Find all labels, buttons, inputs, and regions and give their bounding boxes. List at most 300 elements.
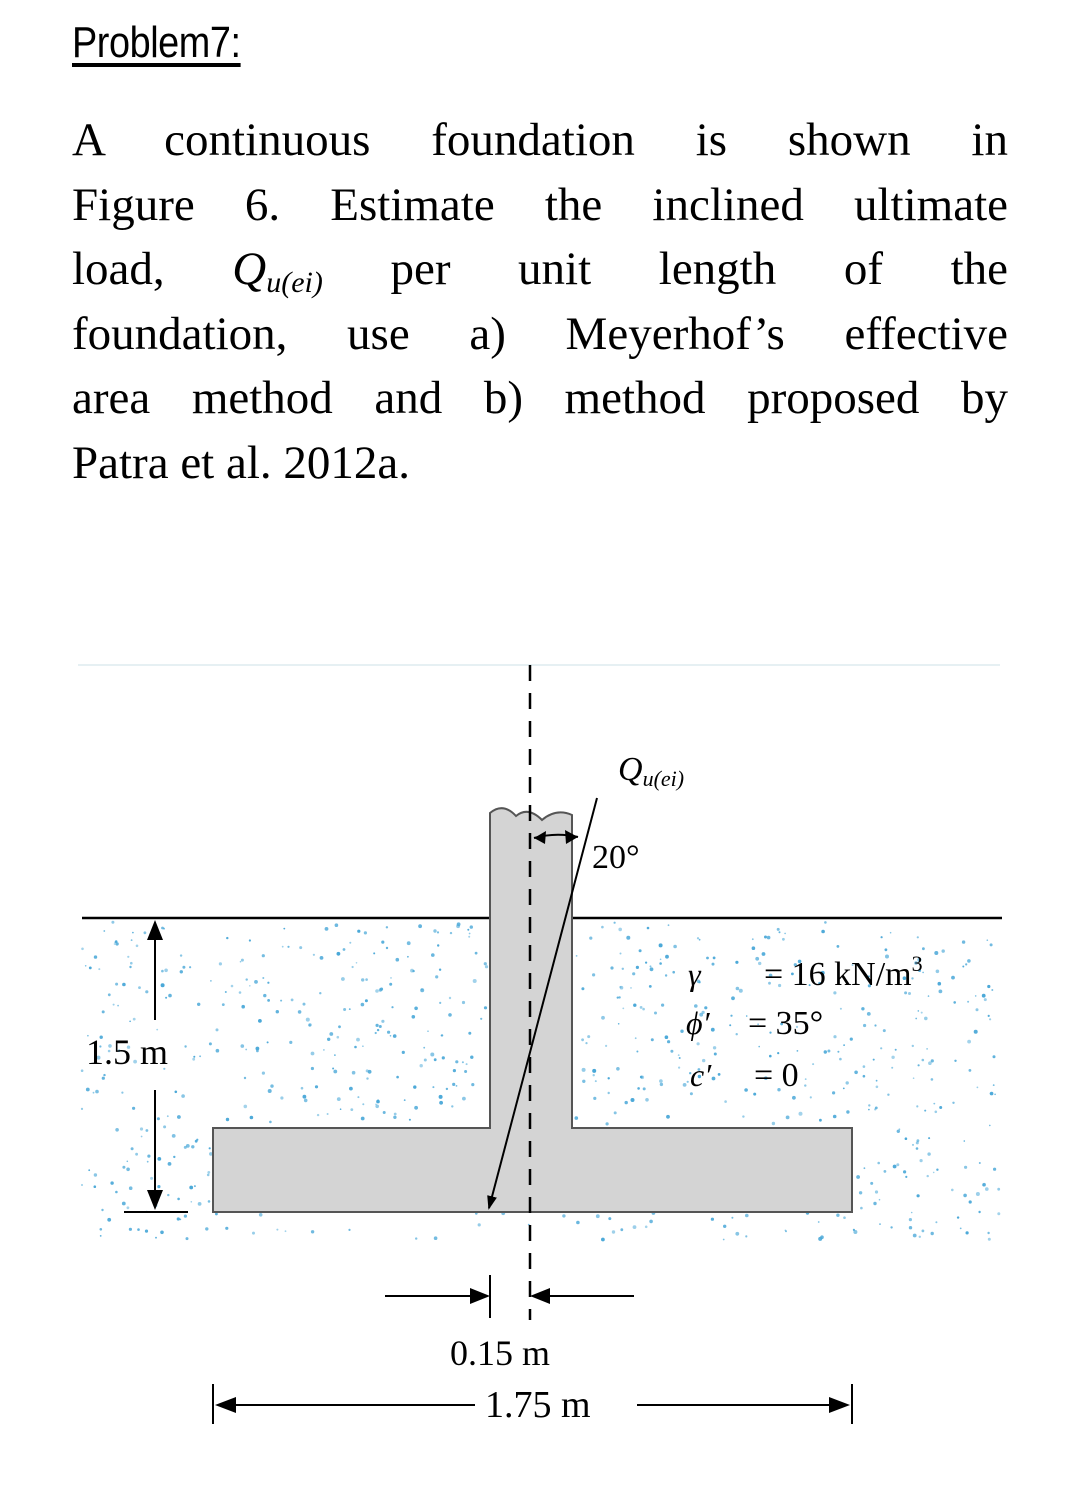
soil-dot: [934, 951, 938, 955]
soil-dot: [129, 966, 131, 968]
soil-dot: [786, 1116, 790, 1120]
soil-dot: [731, 1217, 733, 1219]
soil-dot: [249, 985, 251, 987]
soil-dot: [215, 1213, 218, 1216]
soil-dot: [714, 1053, 717, 1056]
soil-dot: [665, 974, 667, 976]
soil-dot: [863, 1024, 866, 1027]
soil-dot: [576, 955, 578, 957]
soil-dot: [997, 1188, 1000, 1191]
soil-dot: [618, 928, 622, 932]
soil-dot: [435, 975, 438, 978]
soil-dot: [263, 994, 266, 997]
soil-dot: [357, 930, 360, 933]
soil-dot: [843, 1088, 845, 1090]
soil-dot: [466, 1063, 468, 1065]
soil-dot: [670, 1050, 673, 1053]
soil-dot: [636, 1051, 638, 1053]
soil-dot: [283, 928, 285, 930]
soil-dot: [423, 1047, 425, 1049]
soil-dot: [922, 1059, 925, 1062]
soil-dot: [667, 1040, 670, 1043]
soil-dot: [965, 963, 967, 965]
soil-dot: [177, 1198, 180, 1201]
load-symbol: $Q_{u(ei)}$: [232, 243, 323, 299]
soil-dot: [853, 1230, 857, 1234]
soil-dot: [782, 938, 785, 941]
gamma-symbol: γ: [688, 956, 701, 992]
soil-dot: [313, 954, 315, 956]
soil-dot: [453, 1069, 456, 1072]
soil-dot: [642, 1008, 645, 1011]
soil-dot: [729, 1024, 731, 1026]
soil-dot: [189, 966, 191, 968]
soil-dot: [984, 998, 987, 1001]
soil-dot: [387, 1031, 390, 1034]
soil-dot: [640, 1006, 643, 1009]
soil-dot: [226, 937, 228, 939]
soil-dot: [181, 1094, 185, 1098]
soil-dot: [94, 1173, 97, 1176]
soil-dot: [942, 949, 945, 952]
soil-dot: [111, 921, 114, 924]
soil-dot: [730, 1015, 732, 1017]
soil-dot: [723, 1225, 726, 1228]
soil-dot: [890, 932, 892, 934]
soil-dot: [919, 1236, 921, 1238]
soil-dot: [157, 1157, 161, 1161]
soil-dot: [467, 929, 469, 931]
soil-dot: [167, 1115, 169, 1117]
soil-dot: [365, 978, 368, 981]
soil-dot: [868, 1109, 870, 1111]
soil-dot: [922, 1230, 925, 1233]
soil-dot: [180, 954, 182, 956]
soil-dot: [779, 931, 781, 933]
soil-dot: [913, 1234, 917, 1238]
soil-dot: [127, 1161, 129, 1163]
soil-dot: [916, 1147, 919, 1150]
soil-dot: [860, 1207, 863, 1210]
soil-dot: [396, 958, 400, 962]
soil-dot: [885, 948, 888, 951]
soil-dot: [928, 995, 930, 997]
soil-dot: [115, 1191, 118, 1194]
soil-dot: [164, 969, 168, 973]
soil-dot: [635, 1037, 637, 1039]
soil-dot: [464, 1070, 467, 1073]
soil-dot: [915, 1018, 917, 1020]
soil-dot: [132, 932, 134, 934]
soil-dot: [194, 1185, 196, 1187]
problem-statement: [72, 108, 1008, 495]
soil-dot: [252, 1232, 255, 1235]
soil-dot: [364, 931, 367, 934]
soil-dot: [622, 968, 624, 970]
soil-dot: [115, 1128, 119, 1132]
soil-dot: [404, 1099, 406, 1101]
soil-dot: [199, 1055, 201, 1057]
soil-dot: [189, 1186, 193, 1190]
soil-dot: [713, 1046, 716, 1049]
soil-dot: [668, 924, 670, 926]
soil-dot: [262, 1072, 265, 1075]
soil-dot: [110, 1181, 113, 1184]
soil-dot: [276, 1010, 279, 1013]
soil-dot: [896, 1163, 899, 1166]
statement-line-1: A continuous foundation is shown in: [72, 114, 1008, 166]
soil-dot: [239, 991, 242, 994]
soil-dot: [209, 1042, 212, 1045]
soil-dot: [114, 943, 116, 945]
soil-dot: [926, 1048, 928, 1050]
soil-dot: [160, 1231, 164, 1235]
soil-dot: [249, 939, 251, 941]
soil-dot: [186, 1237, 189, 1240]
soil-dot: [93, 1092, 95, 1094]
soil-dot: [113, 1004, 115, 1006]
soil-dot: [917, 936, 919, 938]
soil-dot: [262, 977, 264, 979]
soil-dot: [752, 946, 756, 950]
soil-dot: [905, 1137, 908, 1140]
soil-dot: [843, 1044, 845, 1046]
soil-dot: [953, 1001, 956, 1004]
soil-dot: [581, 1038, 584, 1041]
soil-dot: [805, 1078, 807, 1080]
soil-dot: [226, 1118, 229, 1121]
soil-dot: [437, 944, 439, 946]
soil-dot: [962, 940, 965, 943]
soil-dot: [108, 993, 111, 996]
soil-dot: [205, 1227, 208, 1230]
soil-dot: [712, 1077, 716, 1081]
foundation-figure: [0, 640, 1080, 1460]
soil-dot: [150, 1177, 153, 1180]
soil-dot: [303, 1003, 306, 1006]
soil-dot: [911, 1212, 913, 1214]
soil-dot: [179, 1219, 181, 1221]
soil-dot: [291, 999, 294, 1002]
soil-dot: [337, 952, 341, 956]
soil-dot: [643, 1087, 646, 1090]
soil-dot: [129, 1021, 131, 1023]
soil-dot: [241, 1005, 245, 1009]
soil-dot: [706, 957, 709, 960]
soil-dot: [468, 1032, 471, 1035]
soil-dot: [909, 1218, 912, 1221]
soil-dot: [329, 1032, 333, 1036]
soil-dot: [373, 952, 375, 954]
soil-dot: [337, 1097, 341, 1101]
soil-dot: [601, 1238, 605, 1242]
soil-dot: [581, 987, 584, 990]
soil-dot: [390, 1035, 392, 1037]
soil-dot: [745, 1214, 749, 1218]
soil-dot: [409, 1119, 411, 1121]
soil-dot: [145, 990, 148, 993]
soil-dot: [562, 1214, 565, 1217]
soil-dot: [88, 1169, 90, 1171]
soil-dot: [977, 1087, 979, 1089]
soil-dot: [131, 1147, 134, 1150]
soil-dot: [122, 983, 126, 987]
soil-dot: [633, 1004, 636, 1007]
soil-dot: [462, 1001, 465, 1004]
soil-dot: [362, 1103, 364, 1105]
soil-dot: [859, 1191, 862, 1194]
soil-dot: [697, 937, 699, 939]
soil-dot: [244, 1077, 246, 1079]
soil-dot: [993, 1168, 996, 1171]
soil-dot: [468, 936, 470, 938]
soil-dot: [100, 1228, 103, 1231]
soil-dot: [126, 1168, 130, 1172]
soil-dot: [818, 1221, 820, 1223]
soil-dot: [332, 1068, 334, 1070]
soil-dot: [165, 997, 167, 999]
soil-dot: [173, 1156, 175, 1158]
soil-dot: [630, 987, 632, 989]
soil-dot: [193, 1056, 195, 1058]
soil-dot: [960, 1228, 962, 1230]
soil-dot: [939, 990, 943, 994]
soil-dot: [620, 953, 622, 955]
soil-dot: [712, 963, 715, 966]
soil-dot: [222, 1003, 225, 1006]
soil-dot: [672, 971, 675, 974]
soil-dot: [985, 1187, 989, 1191]
soil-dot: [903, 1170, 906, 1173]
soil-dot: [267, 982, 269, 984]
statement-line-3-prefix: load,: [72, 243, 165, 295]
angle-label: 20°: [592, 839, 640, 876]
soil-dot: [386, 947, 388, 949]
soil-dot: [130, 962, 133, 965]
soil-dot: [121, 1092, 123, 1094]
soil-dot: [133, 1018, 136, 1021]
soil-dot: [875, 1190, 878, 1193]
soil-dot: [718, 1073, 721, 1076]
soil-dot: [402, 1051, 405, 1054]
soil-dot: [210, 980, 212, 982]
soil-dot: [804, 1084, 806, 1086]
statement-line-2: Figure 6. Estimate the inclined ultimate: [72, 178, 1008, 231]
soil-dot: [420, 1064, 423, 1067]
soil-dot: [659, 1079, 663, 1083]
soil-dot: [987, 939, 989, 941]
soil-dot: [666, 1115, 670, 1119]
soil-dot: [484, 1006, 487, 1009]
soil-dot: [633, 1225, 637, 1229]
soil-dot: [601, 926, 604, 929]
soil-dot: [98, 968, 100, 970]
soil-dot: [449, 997, 451, 999]
soil-dot: [758, 962, 761, 965]
soil-dot: [197, 1003, 200, 1006]
soil-dot: [439, 1002, 441, 1004]
soil-dot: [622, 1008, 624, 1010]
soil-dot: [876, 1086, 879, 1089]
width-label: 1.75 m: [485, 1384, 591, 1426]
soil-dot: [262, 954, 265, 957]
soil-dot: [441, 1035, 443, 1037]
soil-dot: [824, 1050, 827, 1053]
soil-dot: [168, 1162, 172, 1166]
soil-dot: [913, 1077, 915, 1079]
soil-dot: [962, 966, 964, 968]
soil-dot: [424, 1059, 427, 1062]
soil-dot: [821, 930, 825, 934]
soil-dot: [396, 1076, 399, 1079]
soil-dot: [837, 945, 840, 948]
soil-dot: [982, 994, 986, 998]
soil-dot: [107, 1218, 111, 1222]
soil-dot: [818, 1237, 822, 1241]
soil-dot: [175, 1091, 178, 1094]
soil-dot: [683, 1083, 687, 1087]
soil-dot: [163, 1125, 166, 1128]
load-label: Qu(ei): [618, 751, 685, 791]
soil-dot: [349, 942, 351, 944]
soil-dot: [967, 1001, 969, 1003]
soil-dot: [480, 1018, 482, 1020]
soil-dot: [129, 1186, 133, 1190]
soil-dot: [456, 1085, 458, 1087]
soil-dot: [161, 970, 164, 973]
soil-dot: [713, 957, 716, 960]
soil-dot: [927, 1175, 929, 1177]
soil-dot: [103, 930, 105, 932]
soil-dot: [758, 1046, 760, 1048]
soil-dot: [874, 1108, 876, 1110]
soil-dot: [442, 1056, 445, 1059]
soil-dot: [605, 1045, 607, 1047]
soil-dot: [268, 1089, 272, 1093]
soil-dot: [356, 1038, 360, 1042]
soil-dot: [452, 1083, 455, 1086]
soil-dot: [936, 970, 940, 974]
soil-dot: [186, 1144, 190, 1148]
soil-dot: [739, 989, 743, 993]
soil-dot: [94, 1185, 97, 1188]
soil-dot: [250, 1116, 254, 1120]
soil-dot: [379, 1025, 382, 1028]
soil-dot: [785, 1230, 787, 1232]
soil-dot: [911, 977, 913, 979]
soil-dot: [678, 1067, 680, 1069]
soil-dot: [161, 983, 165, 987]
statement-line-4: foundation, use a) Meyerhof’s effective: [72, 307, 1008, 360]
soil-dot: [338, 1025, 341, 1028]
soil-dot: [349, 1087, 353, 1091]
soil-dot: [270, 1084, 273, 1087]
phi-value: = 35°: [748, 1005, 824, 1042]
soil-dot: [157, 1117, 160, 1120]
soil-dot: [362, 1045, 364, 1047]
soil-dot: [357, 1096, 359, 1098]
soil-dot: [614, 922, 616, 924]
soil-dot: [259, 1213, 263, 1217]
soil-dot: [267, 999, 270, 1002]
soil-dot: [337, 1036, 340, 1039]
soil-dot: [340, 1108, 342, 1110]
soil-dot: [918, 1064, 920, 1066]
soil-dot: [827, 1050, 830, 1053]
soil-dot: [244, 1105, 248, 1109]
soil-dot: [989, 1125, 991, 1127]
soil-dot: [976, 1192, 980, 1196]
soil-dot: [81, 1069, 84, 1072]
soil-dot: [172, 1134, 176, 1138]
soil-dot: [146, 1129, 149, 1132]
soil-dot: [744, 1088, 748, 1092]
soil-dot: [920, 1159, 923, 1162]
soil-dot: [473, 979, 477, 983]
soil-dot: [433, 929, 436, 932]
soil-dot: [575, 1116, 579, 1120]
soil-dot: [356, 962, 358, 964]
soil-dot: [969, 1200, 972, 1203]
soil-dot: [81, 1108, 83, 1110]
soil-dot: [777, 928, 780, 931]
soil-dot: [979, 1162, 981, 1164]
soil-dot: [974, 1030, 978, 1034]
width-dim-arrow-right: [829, 1397, 850, 1413]
soil-dot: [954, 1060, 956, 1062]
soil-dot: [850, 1038, 853, 1041]
soil-dot: [144, 931, 147, 934]
soil-dot: [269, 1121, 272, 1124]
soil-dot: [933, 1172, 935, 1174]
soil-dot: [341, 977, 345, 981]
soil-dot: [592, 1069, 596, 1073]
soil-dot: [129, 1228, 132, 1231]
soil-dot: [912, 1045, 914, 1047]
soil-dot: [637, 1087, 640, 1090]
soil-dot: [484, 962, 487, 965]
soil-dot: [177, 1115, 181, 1119]
soil-dot: [448, 1013, 452, 1017]
soil-dot: [608, 1077, 610, 1079]
soil-dot: [258, 1019, 262, 1023]
soil-dot: [478, 1223, 481, 1226]
soil-dot: [137, 1228, 140, 1231]
soil-dot: [198, 1202, 202, 1206]
statement-line-3: [72, 237, 1008, 302]
soil-dot: [917, 1194, 920, 1197]
soil-dot: [767, 936, 771, 940]
soil-dot: [799, 1112, 803, 1116]
soil-dot: [282, 946, 284, 948]
depth-dim-arrow-bottom: [147, 1190, 163, 1210]
soil-dot: [832, 1091, 835, 1094]
soil-dot: [723, 1239, 725, 1241]
soil-dot: [414, 1007, 418, 1011]
soil-dot: [470, 925, 473, 928]
soil-dot: [755, 957, 759, 961]
eccentricity-label: 0.15 m: [450, 1333, 551, 1373]
soil-dot: [350, 1108, 353, 1111]
soil-dot: [909, 1226, 912, 1229]
soil-dot: [375, 1032, 377, 1034]
soil-dot: [85, 965, 87, 967]
soil-dot: [147, 1155, 150, 1158]
soil-dot: [246, 978, 248, 980]
soil-dot: [938, 982, 942, 986]
soil-dot: [610, 966, 613, 969]
soil-dot: [839, 1058, 842, 1061]
